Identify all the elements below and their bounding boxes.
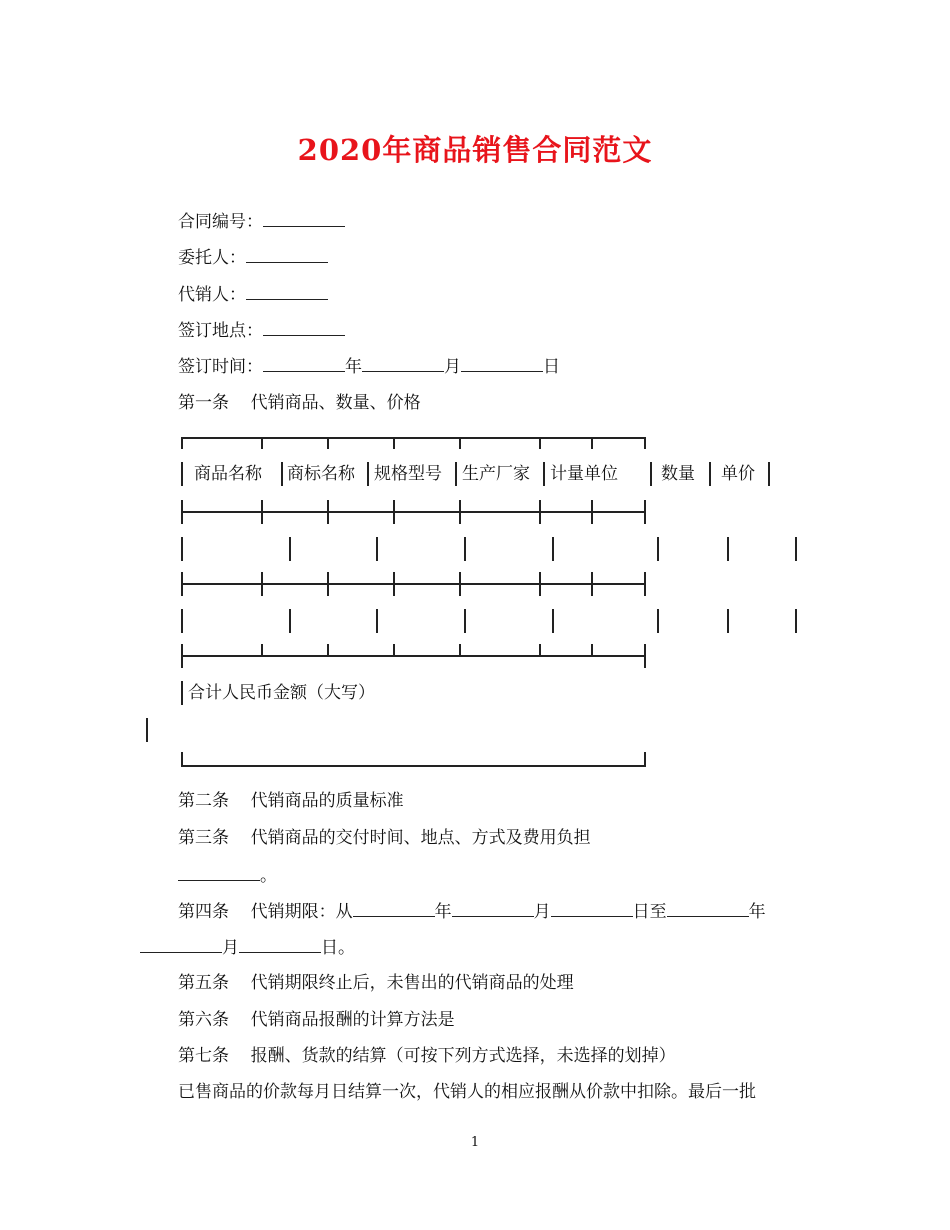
table-tick	[261, 500, 263, 524]
article-6	[178, 1008, 455, 1032]
article-4-continuation	[140, 936, 355, 960]
header-manufacturer: 生产厂家	[462, 464, 530, 484]
signing-time-label: 签订时间：	[178, 357, 263, 377]
table-vbar	[464, 609, 466, 633]
table-tick	[181, 437, 183, 449]
page-number: 1	[470, 1135, 480, 1150]
table-vbar	[727, 537, 729, 561]
table-top-border	[181, 437, 646, 439]
table-tick	[644, 644, 646, 668]
table-vbar	[376, 609, 378, 633]
year-text: 年	[345, 357, 362, 377]
table-vbar	[464, 537, 466, 561]
table-tick	[261, 572, 263, 596]
table-tick	[393, 437, 395, 449]
table-tick	[644, 437, 646, 449]
header-brand-name: 商标名称	[287, 464, 355, 484]
table-tick	[393, 572, 395, 596]
table-vbar	[552, 609, 554, 633]
table-tick	[459, 500, 461, 524]
table-separator	[181, 583, 646, 585]
consignor-label: 委托人：	[178, 248, 246, 268]
table-tick	[327, 437, 329, 449]
article-6-text: 代销商品报酬的计算方法是	[250, 1010, 455, 1030]
to-month: 月	[222, 938, 239, 958]
table-vbar	[289, 609, 291, 633]
table-vbar	[181, 609, 183, 633]
document-title: 2020年商品销售合同范文	[297, 133, 653, 167]
table-vbar	[181, 462, 183, 486]
table-tick	[591, 500, 593, 524]
table-separator	[181, 511, 646, 513]
settlement-paragraph: 已售商品的价款每月日结算一次，代销人的相应报酬从价款中扣除。最后一批	[178, 1082, 756, 1102]
from-year: 年	[434, 902, 452, 922]
table-tick	[539, 644, 541, 656]
table-tick	[393, 644, 395, 656]
table-bottom-border	[181, 765, 646, 767]
article-4-text: 代销期限：从	[250, 902, 353, 922]
table-vbar	[181, 537, 183, 561]
agent-blank	[246, 284, 328, 300]
from-year-blank	[353, 901, 435, 917]
table-vbar	[289, 537, 291, 561]
day-text: 日	[543, 357, 560, 377]
contract-number-blank	[263, 211, 345, 227]
article-7	[178, 1044, 676, 1068]
from-month-blank	[452, 901, 534, 917]
day-blank	[461, 356, 543, 372]
article-5-text: 代销期限终止后，未售出的代销商品的处理	[250, 973, 574, 993]
place-line	[178, 319, 345, 343]
table-vbar	[281, 462, 283, 486]
table-vbar	[657, 609, 659, 633]
table-vbar	[657, 537, 659, 561]
article-4	[178, 900, 766, 924]
article-7-text: 报酬、货款的结算（可按下列方式选择，未选择的划掉）	[250, 1046, 676, 1066]
from-month: 月	[533, 902, 551, 922]
from-day-blank	[551, 901, 633, 917]
to-month-blank	[140, 937, 222, 953]
table-vbar	[727, 609, 729, 633]
table-tick	[327, 572, 329, 596]
table-tick	[181, 500, 183, 524]
article-3-blank	[178, 865, 260, 881]
agent-line	[178, 283, 328, 307]
table-tick	[539, 572, 541, 596]
day-to: 日至	[632, 902, 667, 922]
table-tick	[181, 572, 183, 596]
table-tick	[181, 644, 183, 668]
contract-number-label: 合同编号：	[178, 212, 263, 232]
table-vbar	[768, 462, 770, 486]
table-vbar	[795, 609, 797, 633]
total-amount-label: 合计人民币金额（大写）	[188, 683, 375, 703]
table-vbar	[795, 537, 797, 561]
header-unit: 计量单位	[550, 464, 618, 484]
table-vbar	[709, 462, 711, 486]
table-tick	[261, 644, 263, 656]
article-2	[178, 789, 404, 813]
table-tick	[459, 644, 461, 656]
header-quantity: 数量	[661, 464, 695, 484]
table-vbar	[650, 462, 652, 486]
table-tick	[459, 437, 461, 449]
place-blank	[263, 320, 345, 336]
article-3-continuation	[178, 864, 277, 888]
table-tick	[261, 437, 263, 449]
table-tick	[644, 752, 646, 767]
article-3-end: 。	[260, 866, 277, 886]
article-2-number: 第二条	[178, 791, 229, 811]
table-vbar	[543, 462, 545, 486]
header-product-name: 商品名称	[194, 464, 262, 484]
article-3-text: 代销商品的交付时间、地点、方式及费用负担	[250, 828, 591, 848]
article-5	[178, 971, 574, 995]
contract-number-line	[178, 210, 345, 234]
table-tick	[459, 572, 461, 596]
table-vbar	[455, 462, 457, 486]
article-1-number: 第一条	[178, 393, 229, 413]
place-label: 签订地点：	[178, 321, 263, 341]
consignor-line	[178, 246, 328, 270]
table-tick	[644, 500, 646, 524]
table-vbar	[376, 537, 378, 561]
article-7-number: 第七条	[178, 1046, 229, 1066]
table-tick	[591, 572, 593, 596]
table-vbar	[146, 718, 148, 742]
article-3-number: 第三条	[178, 828, 229, 848]
table-vbar	[552, 537, 554, 561]
article-1	[178, 391, 421, 415]
month-blank	[362, 356, 444, 372]
month-text: 月	[444, 357, 461, 377]
article-3	[178, 826, 591, 850]
article-1-text: 代销商品、数量、价格	[250, 393, 421, 413]
day-end: 日。	[321, 938, 355, 958]
table-vbar	[181, 681, 183, 705]
table-tick	[539, 437, 541, 449]
year-blank	[263, 356, 345, 372]
table-tick	[591, 437, 593, 449]
article-2-text: 代销商品的质量标准	[250, 791, 404, 811]
article-4-number: 第四条	[178, 902, 229, 922]
signing-time-line	[178, 355, 560, 379]
header-spec-model: 规格型号	[374, 464, 442, 484]
table-tick	[591, 644, 593, 656]
table-vbar	[367, 462, 369, 486]
article-5-number: 第五条	[178, 973, 229, 993]
table-tick	[393, 500, 395, 524]
article-6-number: 第六条	[178, 1010, 229, 1030]
table-tick	[644, 572, 646, 596]
table-tick	[539, 500, 541, 524]
table-tick	[327, 500, 329, 524]
header-unit-price: 单价	[721, 464, 755, 484]
table-separator	[181, 655, 646, 657]
to-year: 年	[748, 902, 766, 922]
agent-label: 代销人：	[178, 285, 246, 305]
to-year-blank	[667, 901, 749, 917]
table-tick	[327, 644, 329, 656]
consignor-blank	[246, 247, 328, 263]
to-day-blank	[239, 937, 321, 953]
